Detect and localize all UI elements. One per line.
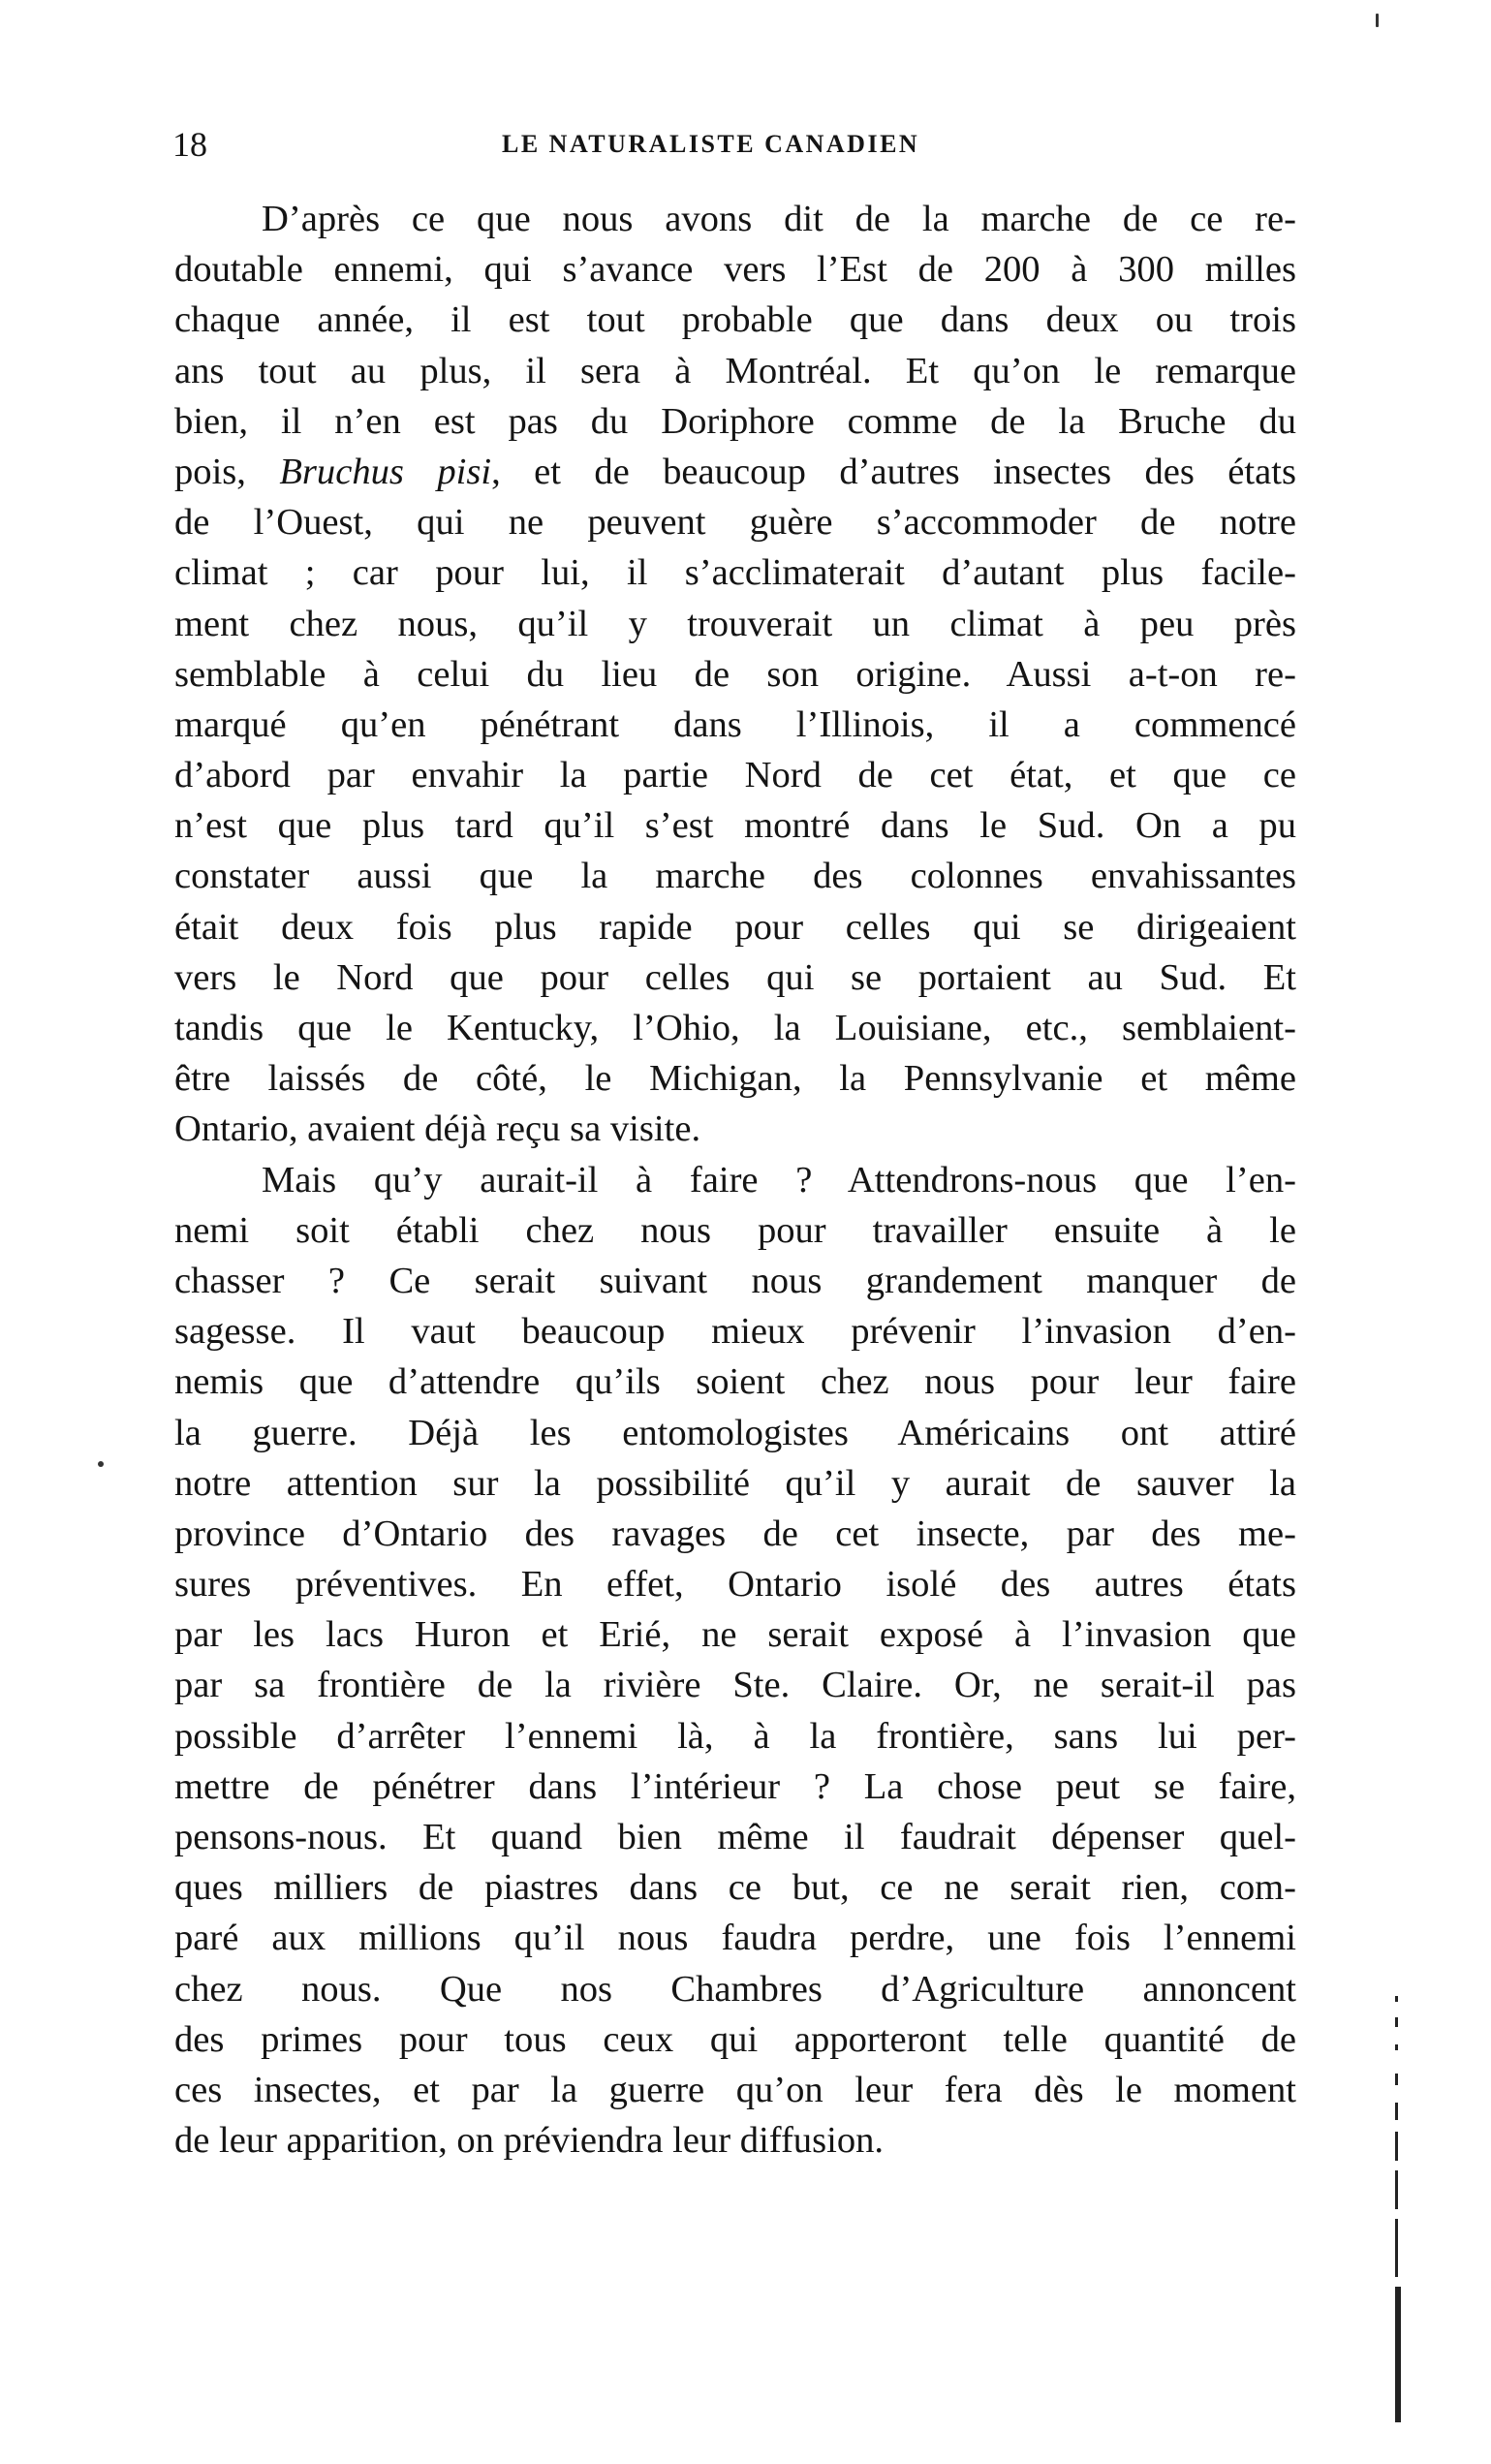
text-line: sures préventives. En effet, Ontario isolé des autres états xyxy=(174,1564,1296,1606)
text-line: ans tout au plus, il sera à Montréal. Et qu’on le remarque xyxy=(174,350,1296,391)
scan-speck xyxy=(98,1461,104,1467)
text-line: sagesse. Il vaut beaucoup mieux prévenir l’invasion d’en- xyxy=(174,1311,1296,1353)
text-line: possible d’arrêter l’ennemi là, à la frontière, sans lui per- xyxy=(174,1715,1296,1757)
text-line: tandis que le Kentucky, l’Ohio, la Louisiane, etc., semblaient- xyxy=(174,1008,1296,1048)
text-line: notre attention sur la possibilité qu’il y aurait de sauver la xyxy=(174,1462,1296,1504)
paragraph-2 xyxy=(174,1155,1296,2167)
text-line: constater aussi que la marche des colonnes envahissantes xyxy=(174,856,1296,897)
text-line: nemis que d’attendre qu’ils soient chez nous pour leur faire xyxy=(174,1361,1296,1403)
text-line: de leur apparition, on préviendra leur diffusion. xyxy=(174,2120,885,2162)
text-segment: , et de beaucoup d’autres insectes des états xyxy=(491,451,1296,492)
body-text xyxy=(174,194,1296,2166)
text-line: bien, il n’en est pas du Doriphore comme de la Bruche du xyxy=(174,400,1296,442)
text-segment: pois, xyxy=(174,451,280,492)
scan-margin-marks xyxy=(1395,0,1414,2464)
text-line: D’après ce que nous avons dit de la marche de ce re- xyxy=(262,199,1296,239)
text-line: Mais qu’y aurait-il à faire ? Attendrons-nous que l’en- xyxy=(262,1159,1296,1201)
text-line: était deux fois plus rapide pour celles qui se dirigeaient xyxy=(174,906,1296,948)
journal-title: LE NATURALISTE CANADIEN xyxy=(502,130,920,158)
text-line: être laissés de côté, le Michigan, la Pennsylvanie et même xyxy=(174,1058,1296,1100)
text-line: n’est que plus tard qu’il s’est montré dans le Sud. On a pu xyxy=(174,805,1296,847)
text-line xyxy=(174,447,1296,497)
text-line: marqué qu’en pénétrant dans l’Illinois, il a commencé xyxy=(174,703,1296,745)
text-line: ques milliers de piastres dans ce but, ce ne serait rien, com- xyxy=(174,1867,1296,1909)
text-line: paré aux millions qu’il nous faudra perdre, une fois l’ennemi xyxy=(174,1918,1296,1959)
text-line: pensons-nous. Et quand bien même il faudrait dépenser quel- xyxy=(174,1817,1296,1857)
text-line: nemi soit établi chez nous pour travailler ensuite à le xyxy=(174,1209,1296,1251)
page-number: 18 xyxy=(172,125,207,164)
text-line: la guerre. Déjà les entomologistes Américains ont attiré xyxy=(174,1412,1296,1453)
text-line: province d’Ontario des ravages de cet insecte, par des me- xyxy=(174,1513,1296,1554)
running-head xyxy=(172,120,1296,169)
text-line: d’abord par envahir la partie Nord de cet état, et que ce xyxy=(174,755,1296,796)
scan-speck xyxy=(1376,14,1379,27)
text-line: Ontario, avaient déjà reçu sa visite. xyxy=(174,1108,701,1150)
text-line: ces insectes, et par la guerre qu’on leur fera dès le moment xyxy=(174,2069,1296,2110)
species-name: Bruchus pisi xyxy=(279,451,492,492)
paragraph-1 xyxy=(174,194,1296,1155)
text-line: chasser ? Ce serait suivant nous grandement manquer de xyxy=(174,1260,1296,1301)
text-line: de l’Ouest, qui ne peuvent guère s’accommoder de notre xyxy=(174,502,1296,544)
text-line: semblable à celui du lieu de son origine. Aussi a-t-on re- xyxy=(174,653,1296,695)
text-line: des primes pour tous ceux qui apporteront telle quantité de xyxy=(174,2018,1296,2060)
text-line: par les lacs Huron et Erié, ne serait exposé à l’invasion que xyxy=(174,1614,1296,1656)
text-line: doutable ennemi, qui s’avance vers l’Est de 200 à 300 milles xyxy=(174,249,1296,291)
text-line: chez nous. Que nos Chambres d’Agriculture annoncent xyxy=(174,1968,1296,2010)
text-line: climat ; car pour lui, il s’acclimaterait d’autant plus facile- xyxy=(174,552,1296,594)
text-line: chaque année, il est tout probable que dans deux ou trois xyxy=(174,299,1296,341)
text-line: par sa frontière de la rivière Ste. Claire. Or, ne serait-il pas xyxy=(174,1665,1296,1706)
text-line: ment chez nous, qu’il y trouverait un climat à peu près xyxy=(174,603,1296,644)
text-line: vers le Nord que pour celles qui se portaient au Sud. Et xyxy=(174,956,1296,998)
text-line: mettre de pénétrer dans l’intérieur ? La chose peut se faire, xyxy=(174,1765,1296,1807)
